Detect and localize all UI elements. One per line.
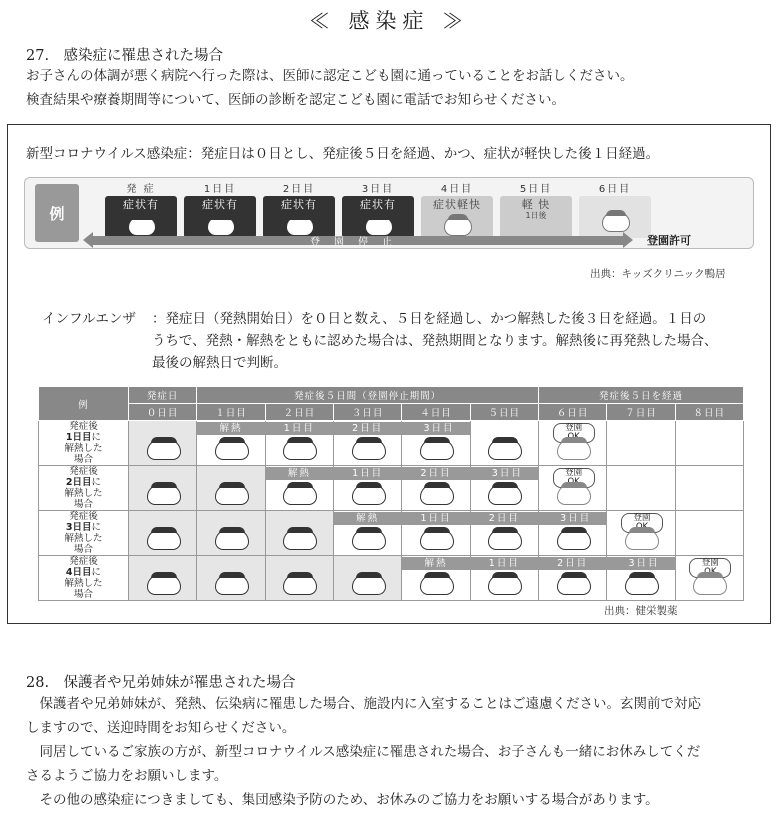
child-face-icon — [352, 439, 386, 460]
child-face-icon — [557, 529, 591, 550]
section-28-heading: 28. 保護者や兄弟姉妹が罹患された場合 — [26, 675, 296, 691]
child-face-icon — [283, 574, 317, 595]
covid-day-status: 症状有 — [281, 198, 317, 211]
ok-badge: 登園 — [689, 558, 731, 578]
table-day-header: ７日目 — [607, 404, 675, 421]
child-face-icon — [557, 484, 591, 505]
child-face-icon — [283, 439, 317, 460]
child-face-icon — [283, 529, 317, 550]
child-face-icon — [557, 574, 591, 595]
flu-line-2: うちで、発熱・解熱をともに認めた場合は、発熱期間となります。解熱後に再発熱した場合、 — [152, 333, 718, 349]
child-face-icon — [488, 439, 522, 460]
child-face-icon — [488, 529, 522, 550]
covid-day-sub: 1日後 — [525, 211, 547, 220]
table-after-header: 発症後５日を経過 — [538, 387, 743, 404]
child-face-icon — [625, 574, 659, 595]
ok-badge: 登園 — [621, 513, 663, 533]
table-cell — [265, 556, 333, 601]
ok-badge: 登園 — [553, 423, 595, 443]
flu-label: インフルエンザ — [42, 311, 136, 327]
table-cell — [675, 556, 743, 601]
table-cell — [607, 466, 675, 511]
section-27-text — [26, 64, 766, 112]
covid-text: ：発症日は０日とし、発症後５日を経過、かつ、症状が軽快した後１日経過。 — [187, 146, 660, 162]
infection-rules-box — [7, 124, 771, 624]
child-face-icon — [557, 439, 591, 460]
permit-label: 登園許可 — [647, 234, 691, 247]
table-cell: 解熱 — [402, 556, 470, 601]
table-cell — [675, 466, 743, 511]
covid-example-strip — [24, 177, 754, 249]
section-28-line: しますので、送迎時間をお知らせください。 — [26, 720, 296, 736]
child-face-icon — [352, 484, 386, 505]
example-badge: 例 — [35, 184, 79, 242]
covid-day-card — [579, 196, 651, 238]
covid-label: 新型コロナウイルス感染症 — [26, 146, 188, 162]
table-day-header: ０日目 — [129, 404, 197, 421]
covid-day-4 — [421, 180, 493, 238]
section-27-line-1: お子さんの体調が悪く病院へ行った際は、医師に認定こども園に通っていることをお話しください。 — [26, 68, 634, 84]
table-day-header: ４日目 — [402, 404, 470, 421]
child-face-icon — [147, 574, 181, 595]
table-period-header: 発症後５日間（登園停止期間） — [197, 387, 539, 404]
covid-source: 出典：キッズクリニック鴨居 — [590, 268, 726, 280]
child-face-icon — [215, 439, 249, 460]
table-cell: 1日目 — [402, 511, 470, 556]
table-cell — [675, 511, 743, 556]
section-27-line-2: 検査結果や療養期間等について、医師の診断を認定こども園に電話でお知らせください。 — [26, 92, 566, 108]
section-28-line: その他の感染症につきましても、集団感染予防のため、お休みのご協力をお願いする場合があります。 — [26, 792, 659, 808]
row-header: 発症後 3日目に 解熱した 場合 — [39, 511, 129, 556]
covid-day-6 — [579, 180, 651, 238]
table-cell — [197, 556, 265, 601]
child-face-icon — [420, 484, 454, 505]
covid-day-status: 軽 快 — [521, 198, 551, 211]
covid-day-label: 発 症 — [126, 184, 156, 195]
table-day-header: ２日目 — [265, 404, 333, 421]
ok-badge: 登園 — [553, 468, 595, 488]
child-face-icon — [420, 529, 454, 550]
covid-day-status: 症状有 — [360, 198, 396, 211]
section-27-heading: 27. 感染症に罹患された場合 — [26, 48, 224, 64]
child-face-icon — [488, 484, 522, 505]
table-cell — [197, 466, 265, 511]
table-day-header: ８日目 — [675, 404, 743, 421]
covid-day-card — [184, 196, 256, 238]
covid-day-label: 4日目 — [440, 184, 474, 195]
flu-line-3: 最後の解熱日で判断。 — [152, 355, 287, 371]
table-cell: 2日目 — [538, 556, 606, 601]
table-row — [39, 421, 744, 466]
table-cell — [265, 511, 333, 556]
covid-day-2 — [263, 180, 335, 238]
child-face-icon — [147, 529, 181, 550]
table-cell: 解熱 — [265, 466, 333, 511]
stop-period-label: 登園停止 — [310, 237, 406, 248]
child-face-icon — [215, 529, 249, 550]
table-day-header: ５日目 — [470, 404, 538, 421]
flu-line-1: ：発症日（発熱開始日）を０日と数え、５日を経過し、かつ解熱した後３日を経過。１日の — [152, 311, 707, 327]
table-cell — [607, 421, 675, 466]
child-face-icon — [625, 529, 659, 550]
row-header: 発症後 1日目に 解熱した 場合 — [39, 421, 129, 466]
table-cell — [129, 511, 197, 556]
table-cell — [470, 421, 538, 466]
child-face-icon — [147, 484, 181, 505]
covid-day-status: 症状軽快 — [433, 198, 481, 211]
table-cell: 2日目 — [402, 466, 470, 511]
child-face-icon — [215, 574, 249, 595]
table-cell: 1日目 — [470, 556, 538, 601]
table-cell: 2日目 — [333, 421, 401, 466]
row-header: 発症後 2日目に 解熱した 場合 — [39, 466, 129, 511]
child-face-icon — [352, 574, 386, 595]
table-row — [39, 556, 744, 601]
table-cell: 解熱 — [197, 421, 265, 466]
table-cell — [333, 556, 401, 601]
table-cell: 3日目 — [538, 511, 606, 556]
covid-day-label: 2日目 — [282, 184, 316, 195]
flu-rule — [42, 308, 762, 374]
section-28-text — [26, 692, 766, 812]
table-example-header: 例 — [39, 387, 129, 421]
covid-day-5 — [500, 180, 572, 238]
table-cell — [197, 511, 265, 556]
table-row — [39, 466, 744, 511]
covid-day-label: 5日目 — [519, 184, 553, 195]
child-face-icon — [693, 574, 727, 595]
covid-day-status: 症状有 — [202, 198, 238, 211]
child-face-icon — [147, 439, 181, 460]
table-cell: 2日目 — [470, 511, 538, 556]
covid-rule — [26, 142, 659, 162]
covid-day-status: 症状有 — [123, 198, 159, 211]
section-28-line: 保護者や兄弟姉妹が、発熱、伝染病に罹患した場合、施設内に入室することはご遠慮ください。玄関前で対応 — [26, 696, 701, 712]
covid-day-card — [105, 196, 177, 238]
child-face-icon — [420, 439, 454, 460]
covid-day-card — [342, 196, 414, 238]
table-cell — [538, 421, 606, 466]
covid-day-card — [500, 196, 572, 238]
covid-day-label: 1日目 — [203, 184, 237, 195]
child-face-icon — [488, 574, 522, 595]
table-day-header: ６日目 — [538, 404, 606, 421]
table-row — [39, 511, 744, 556]
table-cell: 3日目 — [402, 421, 470, 466]
table-day-header: ３日目 — [333, 404, 401, 421]
table-cell: 1日目 — [333, 466, 401, 511]
child-face-icon — [283, 484, 317, 505]
table-cell: 解熱 — [333, 511, 401, 556]
table-cell — [538, 466, 606, 511]
flu-example-table — [38, 386, 744, 601]
flu-source: 出典：健栄製薬 — [604, 605, 678, 617]
table-day-header: １日目 — [197, 404, 265, 421]
table-onset-header: 発症日 — [129, 387, 197, 404]
table-cell: 3日目 — [470, 466, 538, 511]
covid-day-card — [421, 196, 493, 238]
child-face-icon — [602, 212, 630, 232]
covid-day-label: 6日目 — [598, 184, 632, 195]
table-cell — [675, 421, 743, 466]
covid-day-1 — [184, 180, 256, 238]
section-28-line: さるようご協力をお願いします。 — [26, 768, 228, 784]
covid-day-0 — [105, 180, 177, 238]
child-face-icon — [215, 484, 249, 505]
section-28-line: 同居しているご家族の方が、新型コロナウイルス感染症に罹患された場合、お子さんも一緒にお休みしてくだ — [26, 744, 701, 760]
child-face-icon — [352, 529, 386, 550]
table-cell — [129, 421, 197, 466]
table-cell — [129, 556, 197, 601]
covid-day-card — [263, 196, 335, 238]
covid-day-label: 3日目 — [361, 184, 395, 195]
covid-day-3 — [342, 180, 414, 238]
table-cell: 3日目 — [607, 556, 675, 601]
child-face-icon — [420, 574, 454, 595]
row-header: 発症後 4日目に 解熱した 場合 — [39, 556, 129, 601]
table-cell — [129, 466, 197, 511]
table-cell: 1日目 — [265, 421, 333, 466]
stop-period-arrow — [93, 236, 623, 248]
page-title: ≪ 感染症 ≫ — [308, 9, 470, 33]
table-cell — [607, 511, 675, 556]
